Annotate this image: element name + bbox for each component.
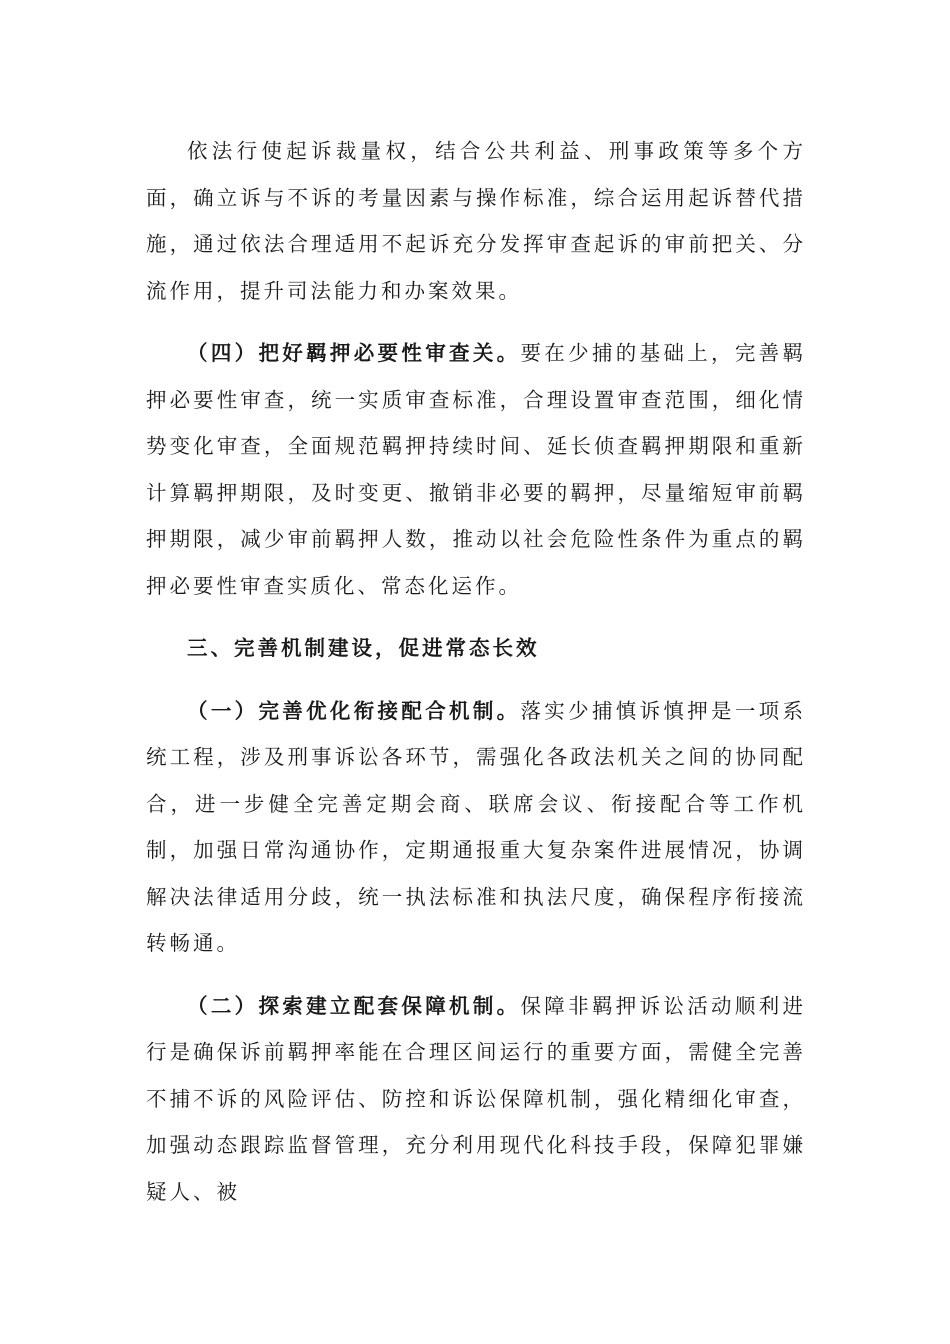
paragraph-lead-heading: （四）把好羁押必要性审查关。	[187, 341, 521, 365]
paragraph-coordination-mechanism	[146, 688, 806, 967]
paragraph-detention-review	[146, 330, 806, 609]
paragraph-prosecution-discretion	[146, 128, 806, 314]
paragraph-text: 保障非羁押诉讼活动顺利进行是确保诉前羁押率能在合理区间运行的重要方面，需健全完善不捕不诉的风险评估、防控和诉讼保障机制，强化精细化审查，加强动态跟踪监督管理，充分利用现代化科技手段，保障犯罪嫌疑人、被	[146, 993, 807, 1204]
paragraph-text: 要在少捕的基础上，完善羁押必要性审查，统一实质审查标准，合理设置审查范围，细化情势变化审查，全面规范羁押持续时间、延长侦查羁押期限和重新计算羁押期限，及时变更、撤销非必要的羁押，尽量缩短审前羁押期限，减少审前羁押人数，推动以社会危险性条件为重点的羁押必要性审查实质化、常态化运作。	[146, 341, 807, 598]
paragraph-support-mechanism	[146, 983, 806, 1216]
document-body	[146, 128, 806, 1231]
paragraph-text: 落实少捕慎诉慎押是一项系统工程，涉及刑事诉讼各环节，需强化各政法机关之间的协同配合，进一步健全完善定期会商、联席会议、衔接配合等工作机制，加强日常沟通协作，定期通报重大复杂案件进展情况，协调解决法律适用分歧，统一执法标准和执法尺度，确保程序衔接流转畅通。	[146, 698, 807, 955]
paragraph-lead-heading: （一）完善优化衔接配合机制。	[187, 698, 521, 723]
paragraph-text: 依法行使起诉裁量权，结合公共利益、刑事政策等多个方面，确立诉与不诉的考量因素与操作标准，综合运用起诉替代措施，通过依法合理适用不起诉充分发挥审查起诉的审前把关、分流作用，提升司法能力和办案效果。	[146, 139, 806, 303]
paragraph-lead-heading: （二）探索建立配套保障机制。	[187, 993, 521, 1018]
section-heading: 三、完善机制建设，促进常态长效	[187, 636, 540, 660]
